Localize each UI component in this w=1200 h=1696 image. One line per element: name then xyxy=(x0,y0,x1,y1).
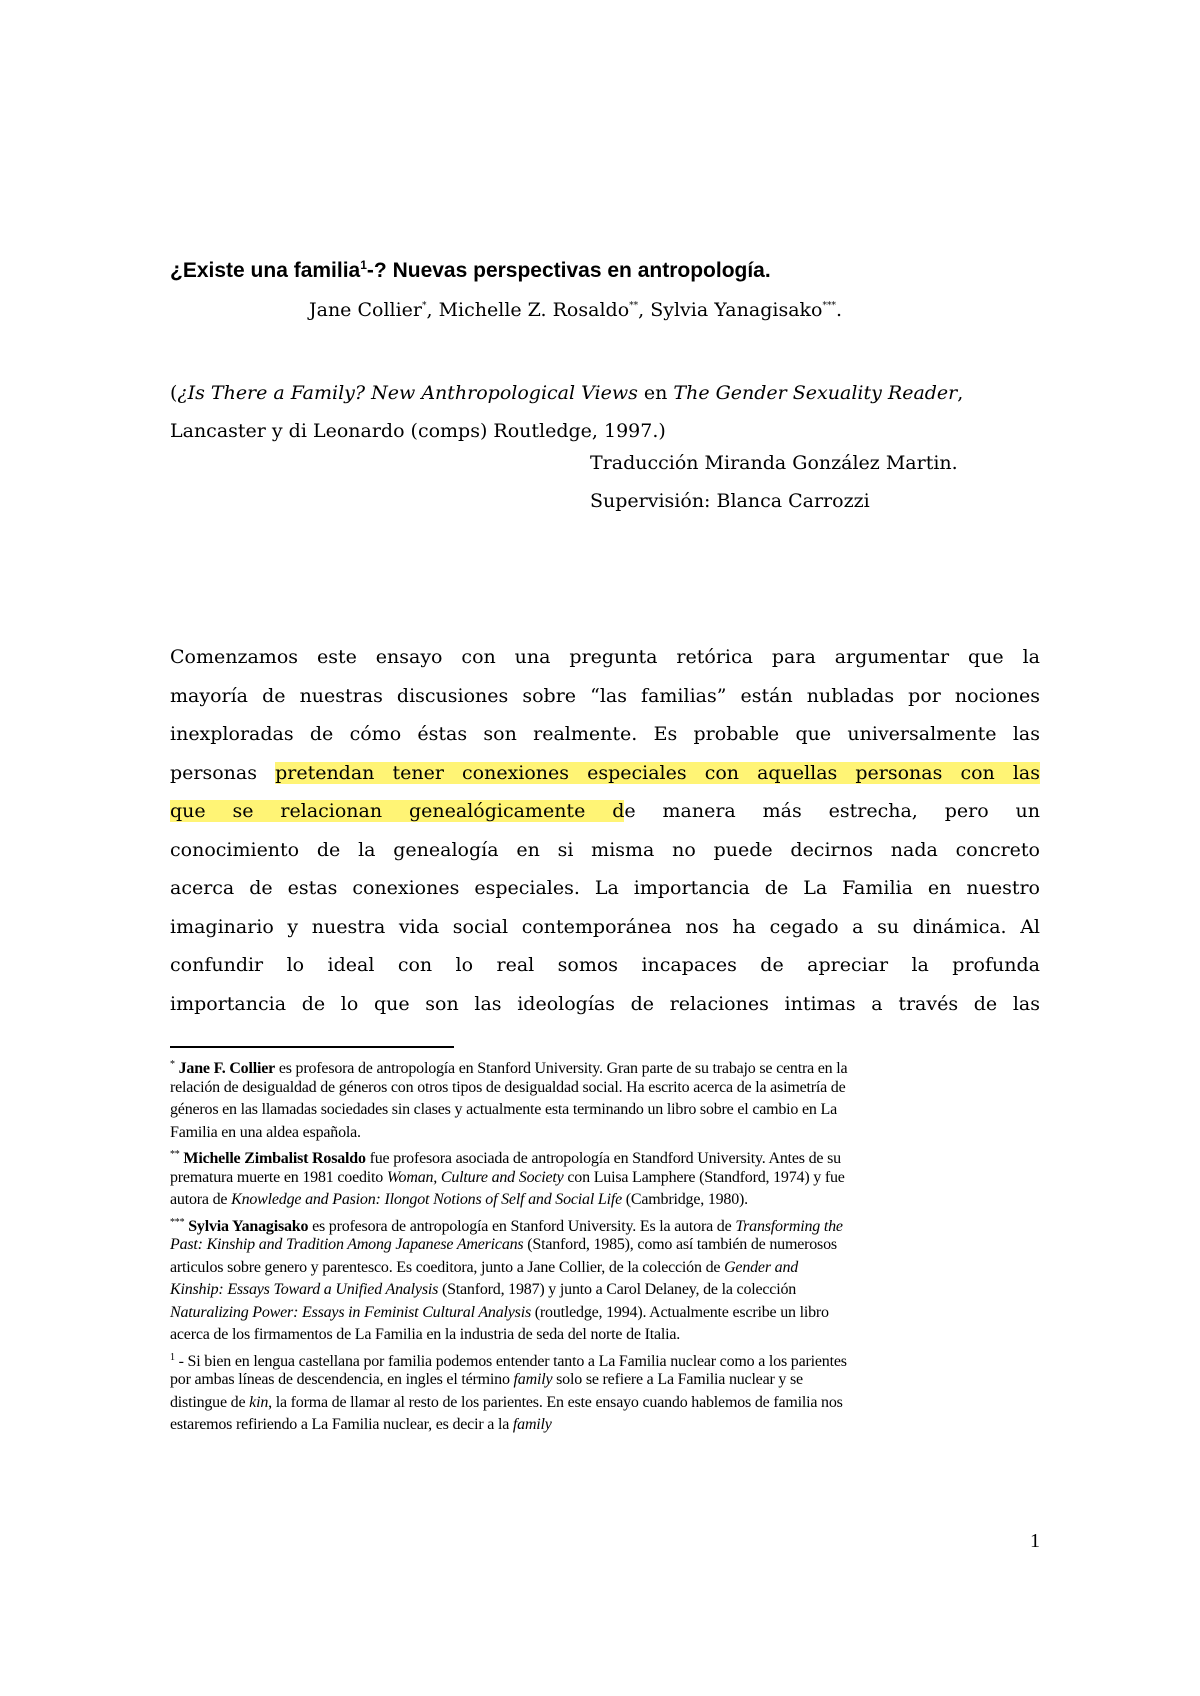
footnote-italic: family xyxy=(513,1371,553,1388)
footnote-text: por ambas líneas de descendencia, en ingles el término xyxy=(170,1371,514,1388)
footnote-text: (routledge, 1994). Actualmente escribe un libro xyxy=(530,1303,829,1321)
title-footnote-ref[interactable]: 1 xyxy=(360,258,367,272)
footnote-text: (Stanford, 1987) y junto a Carol Delaney, de la colección xyxy=(438,1281,797,1298)
footnote-mark: *** xyxy=(170,1216,185,1228)
footnote-line xyxy=(170,1302,1040,1325)
title-text-cont: -? Nuevas perspectivas en antropología. xyxy=(366,259,771,282)
footnote-line xyxy=(170,1234,1040,1257)
footnote-italic: Transforming the xyxy=(735,1217,843,1235)
author-footnote-ref[interactable]: *** xyxy=(822,301,836,311)
footnote-text: autora de xyxy=(170,1191,232,1208)
footnote-line xyxy=(170,1189,1040,1212)
footnote-text: prematura muerte en 1981 coedito xyxy=(170,1168,387,1186)
paren: ( xyxy=(170,382,178,404)
body-line: conocimiento de la genealogía en si misma no puede decirnos nada concreto xyxy=(170,838,1040,861)
supervision-credit: Supervisión: Blanca Carrozzi xyxy=(590,490,870,512)
footnote-text: , la forma de llamar al resto de los parientes. En este ensayo cuando hablemos de familia nos xyxy=(268,1393,843,1411)
body-line: inexploradas de cómo éstas son realmente. Es probable que universalmente las xyxy=(170,723,1040,745)
footnote-line: Familia en una aldea española. xyxy=(170,1123,361,1141)
body-line: acerca de estas conexiones especiales. La importancia de La Familia en nuestro xyxy=(170,877,1040,899)
body-text: personas xyxy=(170,761,276,784)
body-line xyxy=(170,754,1040,793)
connector: en xyxy=(637,382,674,404)
footnotes xyxy=(170,1054,1040,1437)
footnote-italic: Naturalizing Power: Essays in Feminist Cultural Analysis xyxy=(170,1303,531,1321)
source-line-1 xyxy=(170,374,963,412)
book-title: The Gender Sexuality Reader xyxy=(673,382,958,404)
page-number: 1 xyxy=(1030,1530,1040,1552)
footnote-italic: Kinship: Essays Toward a Unified Analysis xyxy=(170,1281,439,1298)
footnote-italic: kin xyxy=(249,1393,269,1411)
footnote-text: articulos sobre genero y parentesco. Es coeditora, junto a Jane Collier, de la colección de xyxy=(170,1258,725,1276)
body-paragraph xyxy=(170,638,1040,1023)
body-line: imaginario y nuestra vida social contemporánea nos ha cegado a su dinámica. Al xyxy=(170,915,1040,938)
separator: , xyxy=(426,299,439,321)
source-citation xyxy=(170,374,963,450)
footnote-line xyxy=(170,1257,1040,1280)
highlighted-text: pretendan tener conexiones especiales con aquellas personas con las xyxy=(275,761,1040,784)
footnote-line: acerca de los firmamentos de La Familia en la industria de seda del norte de Italia. xyxy=(170,1326,681,1343)
comma: , xyxy=(957,382,964,404)
footnote-text: fue profesora asociada de antropología en Standford University. Antes de su xyxy=(365,1150,841,1167)
author-footnote-ref[interactable]: * xyxy=(422,301,427,311)
footnote-italic: family xyxy=(512,1416,552,1433)
footnote-line xyxy=(170,1279,1040,1302)
footnote-separator xyxy=(170,1046,454,1048)
footnote-mark: 1 xyxy=(170,1351,175,1363)
footnote-line xyxy=(170,1347,1040,1370)
footnote-italic: Gender and xyxy=(724,1258,799,1276)
footnote-text: es profesora de antropología en Stanford University. Es la autora de xyxy=(308,1217,736,1235)
footnote-text: - Si bien en lengua castellana por familia podemos entender tanto a La Familia nuclear como a los parientes xyxy=(174,1352,847,1370)
footnote-text: (Stanford, 1985), como así también de numerosos xyxy=(523,1236,837,1253)
footnote-line xyxy=(170,1369,1040,1392)
body-line xyxy=(170,792,1040,831)
translation-credit: Traducción Miranda González Martin. xyxy=(590,452,958,474)
footnote-line xyxy=(170,1054,1040,1077)
separator: , xyxy=(638,299,651,321)
footnote-line xyxy=(170,1167,1040,1190)
footnote-italic: Woman, Culture and Society xyxy=(386,1168,564,1186)
footnote-line xyxy=(170,1414,1040,1437)
document-title xyxy=(170,258,771,283)
footnote-line: géneros en las llamadas sociedades sin clases y actualmente esta terminando un libro sobre el cambio en La xyxy=(170,1101,838,1118)
footnote-text: es profesora de antropología en Stanford University. Gran parte de su trabajo se centra en la xyxy=(275,1060,848,1077)
title-text: ¿Existe una familia xyxy=(170,259,361,282)
body-line: importancia de lo que son las ideologías de relaciones intimas a través de las xyxy=(170,992,1040,1015)
authors-line xyxy=(309,299,842,321)
author-name: Jane Collier xyxy=(309,299,422,321)
footnote-author: Sylvia Yanagisako xyxy=(188,1217,309,1235)
footnote-mark: * xyxy=(170,1059,175,1070)
footnote-text: distingue de xyxy=(170,1393,250,1411)
footnote-text: estaremos refiriendo a La Familia nuclear, es decir a la xyxy=(170,1416,513,1433)
separator: . xyxy=(835,299,843,321)
source-line-2: Lancaster y di Leonardo (comps) Routledge, 1997.) xyxy=(170,420,666,442)
body-line: Comenzamos este ensayo con una pregunta retórica para argumentar que la xyxy=(170,646,1040,668)
footnote-text: (Cambridge, 1980). xyxy=(622,1191,748,1208)
footnote-text: con Luisa Lamphere (Standford, 1974) y fue xyxy=(563,1168,845,1186)
footnote-line xyxy=(170,1392,1040,1415)
footnote-italic: Knowledge and Pasion: Ilongot Notions of Self and Social Life xyxy=(231,1191,622,1208)
footnote-mark: ** xyxy=(170,1149,180,1160)
body-line: mayoría de nuestras discusiones sobre “las familias” están nubladas por nociones xyxy=(170,684,1040,707)
footnote-author: Jane F. Collier xyxy=(178,1060,276,1077)
author-name: Sylvia Yanagisako xyxy=(650,299,823,321)
footnote-line: relación de desigualdad de géneros con otros tipos de desigualdad social. Ha escrito acerca de la asimetría de xyxy=(170,1078,846,1096)
author-name: Michelle Z. Rosaldo xyxy=(438,299,630,321)
footnote-author: Michelle Zimbalist Rosaldo xyxy=(183,1150,366,1167)
author-footnote-ref[interactable]: ** xyxy=(629,301,639,311)
highlighted-text: que se relacionan genealógicamente d xyxy=(170,800,625,822)
footnote-line xyxy=(170,1212,1040,1235)
footnote-line xyxy=(170,1144,1040,1167)
original-title: ¿Is There a Family? New Anthropological Views xyxy=(177,382,638,404)
body-line: confundir lo ideal con lo real somos incapaces de apreciar la profunda xyxy=(170,954,1040,976)
body-text: e manera más estrecha, pero un xyxy=(624,800,1040,822)
footnote-italic: Past: Kinship and Tradition Among Japanese Americans xyxy=(170,1236,524,1253)
footnote-text: solo se refiere a La Familia nuclear y se xyxy=(552,1371,803,1388)
